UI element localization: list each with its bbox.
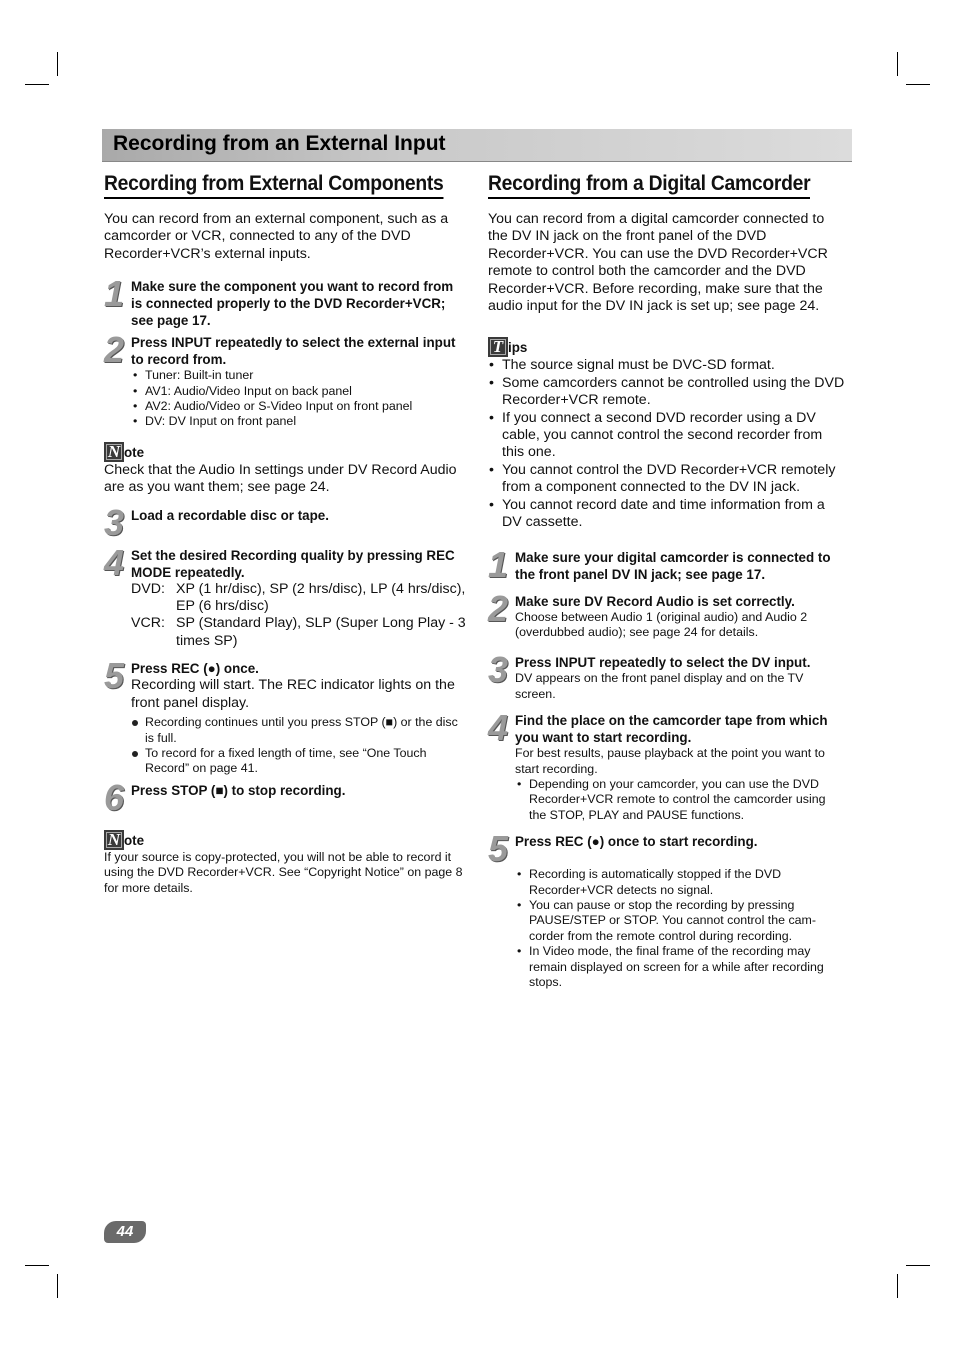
left-step-5 [104,655,466,776]
crop-mark [906,84,930,85]
vcr-label: VCR: [131,615,165,632]
dvd-label: DVD: [131,580,165,597]
step-title: Press REC (●) once to start recording. [515,834,758,850]
note-text: If your source is copy-protected, you will not be able to record it using the DVD Recorder+VCR. See “Copyright Notice” on page 8 for more details. [104,849,463,895]
left-step-1 [104,273,466,329]
step-number: 3 [104,501,125,543]
step-title: Load a recordable disc or tape. [131,507,329,523]
right-heading: Recording from a Digital Camcorder [488,172,810,199]
step-notes [515,777,846,823]
crop-mark [906,1265,930,1266]
step-title: Press INPUT repeatedly to select the external input to record from. [131,335,456,368]
right-step-1 [488,543,846,585]
list-item: To record for a fixed length of time, see “One Touch Record” on page 41. [131,746,466,777]
note-text: Check that the Audio In settings under DV Record Audio are as you want them; see page 24. [104,461,457,496]
left-step-4 [104,541,466,651]
crop-mark [25,1265,49,1266]
step-number: 4 [488,707,509,749]
list-item: • If you connect a second DVD recorder using a DV cable, you cannot control the second recorder from this one. [488,410,846,462]
list-item: • Depending on your camcorder, you can use the DVD Recorder+VCR remote to control the camcorder using the STOP, PLAY and PAUSE functions. [515,777,846,823]
step-body: Recording will start. The REC indicator lights on the front panel display. [131,677,455,711]
section-banner [102,129,852,162]
note-label: ote [124,832,145,848]
list-item: • Recording is automatically stopped if the DVD Recorder+VCR detects no signal. [515,867,846,898]
right-step-4 [488,707,846,823]
step-title: Make sure your digital camcorder is connected to the front panel DV IN jack; see page 17. [515,549,831,582]
step-title: Press INPUT repeatedly to select the DV input. [515,655,811,671]
crop-mark [897,52,898,76]
step-number: 5 [488,828,509,870]
step-title: Set the desired Recording quality by pressing REC MODE repeatedly. [131,547,455,580]
tips-list [488,357,846,531]
step-number: 4 [104,541,125,583]
left-step-6 [104,776,466,822]
vcr-modes: SP (Standard Play), SLP (Super Long Play - 3 times SP) [176,615,466,649]
step-title: Press REC (●) once. [131,661,259,677]
crop-mark [57,1274,58,1298]
left-step-2 [104,329,466,430]
tips-label: ips [508,340,528,356]
step-body: Choose between Audio 1 (original audio) and Audio 2 (overdubbed audio); see page 24 for details. [515,609,808,639]
right-step-3 [488,649,846,702]
step-title: Make sure DV Record Audio is set correctly. [515,593,795,609]
note-box [104,442,466,497]
tips-box [488,337,846,531]
step-title: Find the place on the camcorder tape from which you want to start recording. [515,713,828,746]
step-number: 6 [104,776,125,818]
step-title: Press STOP (■) to stop recording. [131,782,346,798]
banner-title: Recording from an External Input [113,132,446,155]
note-label: ote [124,444,145,460]
right-step-5 [488,828,846,990]
list-item: • The source signal must be DVC-SD format. [488,357,846,374]
left-intro: You can record from an external component, such as a camcorder or VCR, connected to any of the DVD Recorder+VCR’s external inputs. [104,211,449,262]
list-item: • AV2: Audio/Video or S-Video Input on front panel [131,399,466,414]
crop-mark [57,52,58,76]
left-column [104,172,466,896]
step-number: 3 [488,649,509,691]
step-notes [131,715,466,777]
step-body: DV appears on the front panel display and on the TV screen. [515,671,804,701]
list-item: • Tuner: Built-in tuner [131,368,466,383]
note-box [104,830,466,896]
right-intro: You can record from a digital camcorder connected to the DV IN jack on the front panel of the DVD Recorder+VCR. You can use the DVD Recorder+VCR remote to control both the camcorder and the DVD Recorder+VCR. Before recording, make sure that the audio input for the DV IN jack is set up; see page 24. [488,211,828,315]
step-number: 5 [104,655,125,697]
list-item: • You can pause or stop the recording by pressing PAUSE/STEP or STOP. You cannot control the cam-corder from the remote control during recording. [515,898,846,944]
left-step-3 [104,501,466,543]
input-list [131,368,466,430]
step-number: 2 [104,329,125,371]
list-item: • DV: DV Input on front panel [131,414,466,429]
step-number: 1 [104,273,125,315]
step-number: 1 [488,543,509,585]
dvd-modes: XP (1 hr/disc), SP (2 hrs/disc), LP (4 hrs/disc), EP (6 hrs/disc) [176,580,466,615]
step-notes [515,867,846,990]
left-heading: Recording from External Components [104,172,443,199]
note-icon: N [104,442,124,462]
step-body: For best results, pause playback at the point you want to start recording. [515,746,825,776]
quality-spec [131,581,466,651]
step-number: 2 [488,587,509,629]
list-item: • AV1: Audio/Video Input on back panel [131,384,466,399]
list-item: • You cannot control the DVD Recorder+VCR remotely from a component connected to the DV IN jack. [488,462,846,497]
list-item: • In Video mode, the final frame of the recording may remain displayed on screen for a while after recording stops. [515,944,846,990]
list-item: Recording continues until you press STOP (■) or the disc is full. [131,715,466,746]
list-item: • You cannot record date and time information from a DV cassette. [488,497,846,532]
note-icon: N [104,830,124,850]
right-column [488,172,846,990]
crop-mark [25,84,49,85]
crop-mark [897,1274,898,1298]
page-number: 44 [104,1221,146,1243]
tips-icon: T [488,337,508,357]
step-title: Make sure the component you want to record from is connected properly to the DVD Recorder+VCR; see page 17. [131,279,454,329]
list-item: • Some camcorders cannot be controlled using the DVD Recorder+VCR remote. [488,375,846,410]
right-step-2 [488,587,846,641]
